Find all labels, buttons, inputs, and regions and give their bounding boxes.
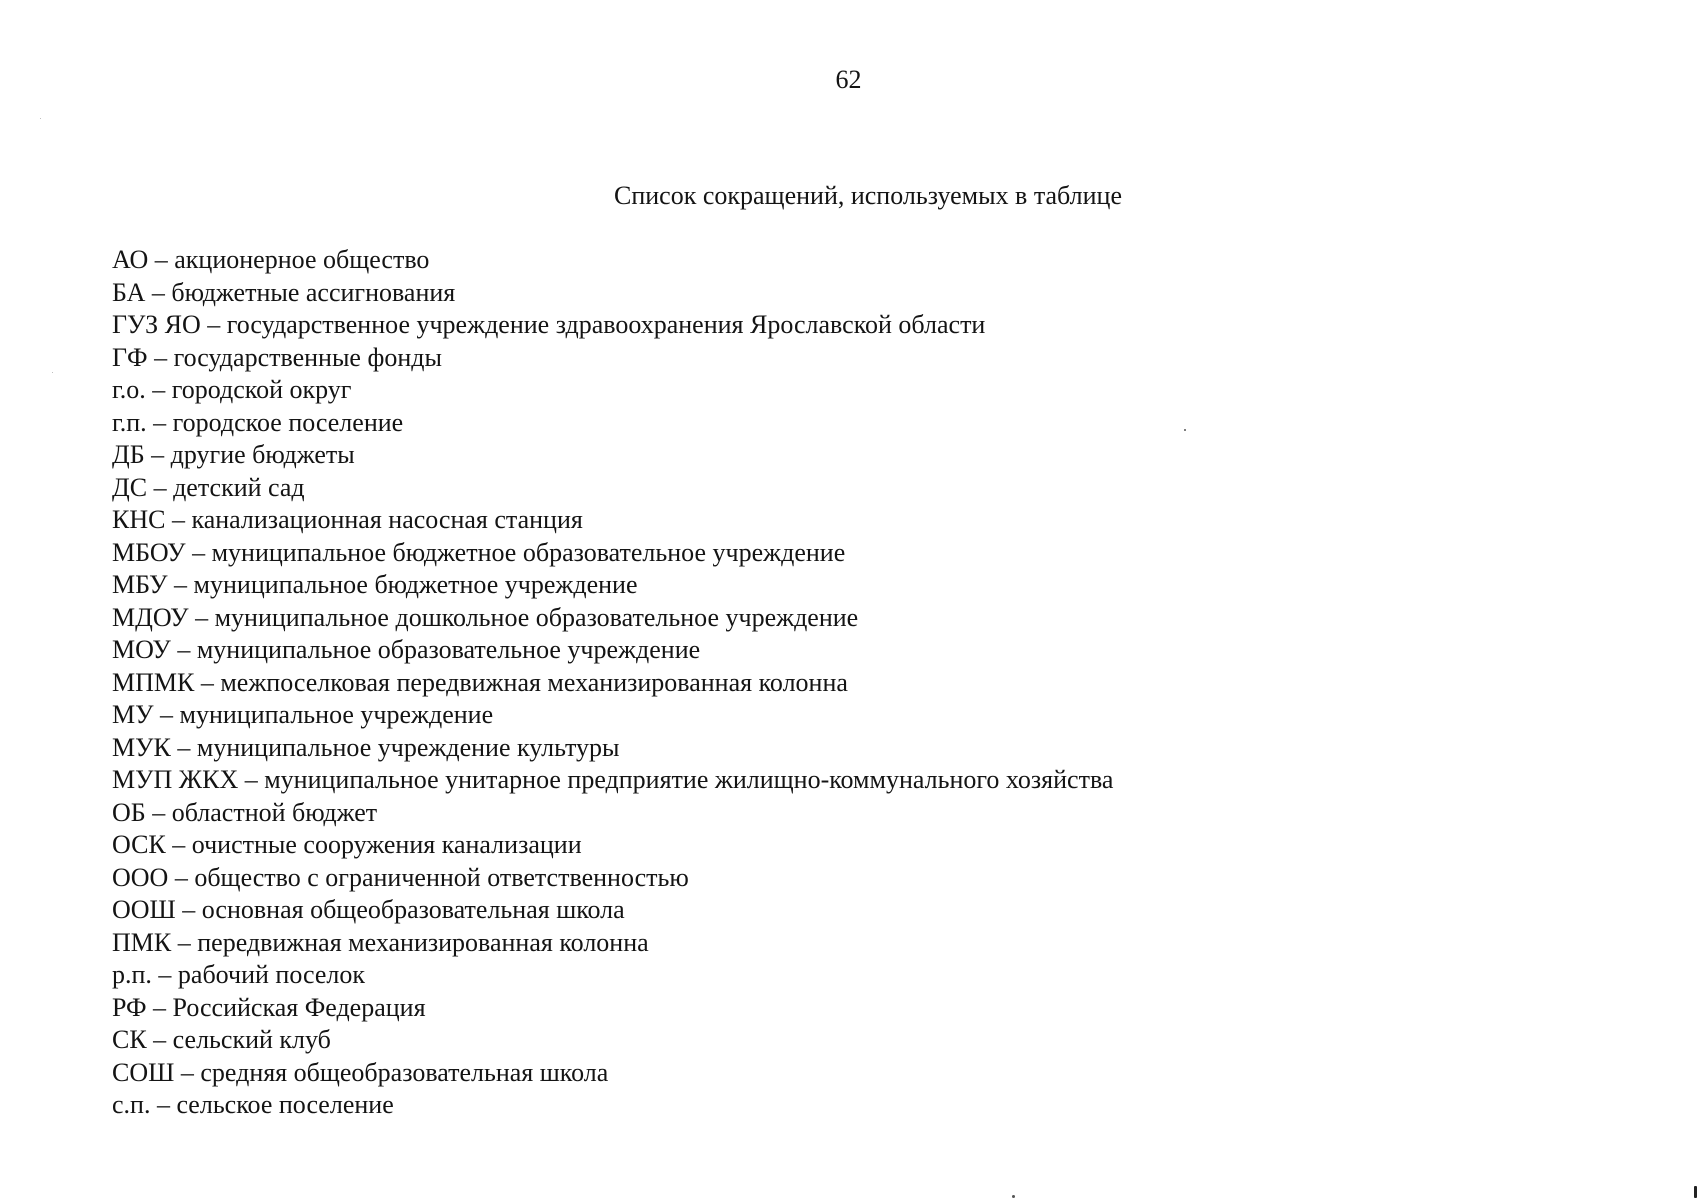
list-item: ДБ – другие бюджеты — [112, 440, 355, 469]
list-item: СК – сельский клуб — [112, 1025, 331, 1054]
scan-speck — [52, 372, 53, 373]
list-item: г.о. – городской округ — [112, 375, 352, 404]
list-item: МПМК – межпоселковая передвижная механизированная колонна — [112, 667, 848, 697]
list-item: МУ – муниципальное учреждение — [112, 700, 494, 729]
list-item: ООО – общество с ограниченной ответственностью — [112, 862, 689, 892]
list-item: МУП ЖКХ – муниципальное унитарное предприятие жилищно-коммунального хозяйства — [112, 765, 1114, 794]
list-item: р.п. – рабочий поселок — [112, 960, 365, 989]
list-item: ОСК – очистные сооружения канализации — [112, 830, 582, 859]
scan-speck — [1184, 429, 1186, 431]
list-item: БА – бюджетные ассигнования — [112, 277, 456, 307]
list-item: КНС – канализационная насосная станция — [112, 505, 583, 534]
page-title: Список сокращений, используемых в таблице — [614, 181, 1122, 210]
page-number: 62 — [835, 65, 862, 94]
list-item: ГУЗ ЯО – государственное учреждение здравоохранения Ярославской области — [112, 310, 986, 339]
list-item: МОУ – муниципальное образовательное учреждение — [112, 635, 701, 664]
list-item: ОБ – областной бюджет — [112, 797, 378, 827]
list-item: МДОУ – муниципальное дошкольное образовательное учреждение — [112, 602, 859, 632]
list-item: МУК – муниципальное учреждение культуры — [112, 732, 620, 762]
scan-speck — [40, 118, 41, 119]
list-item: РФ – Российская Федерация — [112, 992, 426, 1022]
abbreviation-list — [112, 244, 1113, 1122]
list-item: СОШ – средняя общеобразовательная школа — [112, 1057, 609, 1087]
list-item: МБОУ – муниципальное бюджетное образовательное учреждение — [112, 537, 846, 567]
list-item: с.п. – сельское поселение — [112, 1090, 394, 1119]
list-item: МБУ – муниципальное бюджетное учреждение — [112, 570, 638, 599]
list-item: г.п. – городское поселение — [112, 407, 404, 437]
list-item: ООШ – основная общеобразовательная школа — [112, 895, 625, 924]
list-item: ПМК – передвижная механизированная колонна — [112, 927, 649, 957]
list-item: АО – акционерное общество — [112, 245, 430, 274]
scan-speck — [1012, 1195, 1015, 1198]
list-item: ДС – детский сад — [112, 472, 305, 502]
list-item: ГФ – государственные фонды — [112, 342, 442, 372]
